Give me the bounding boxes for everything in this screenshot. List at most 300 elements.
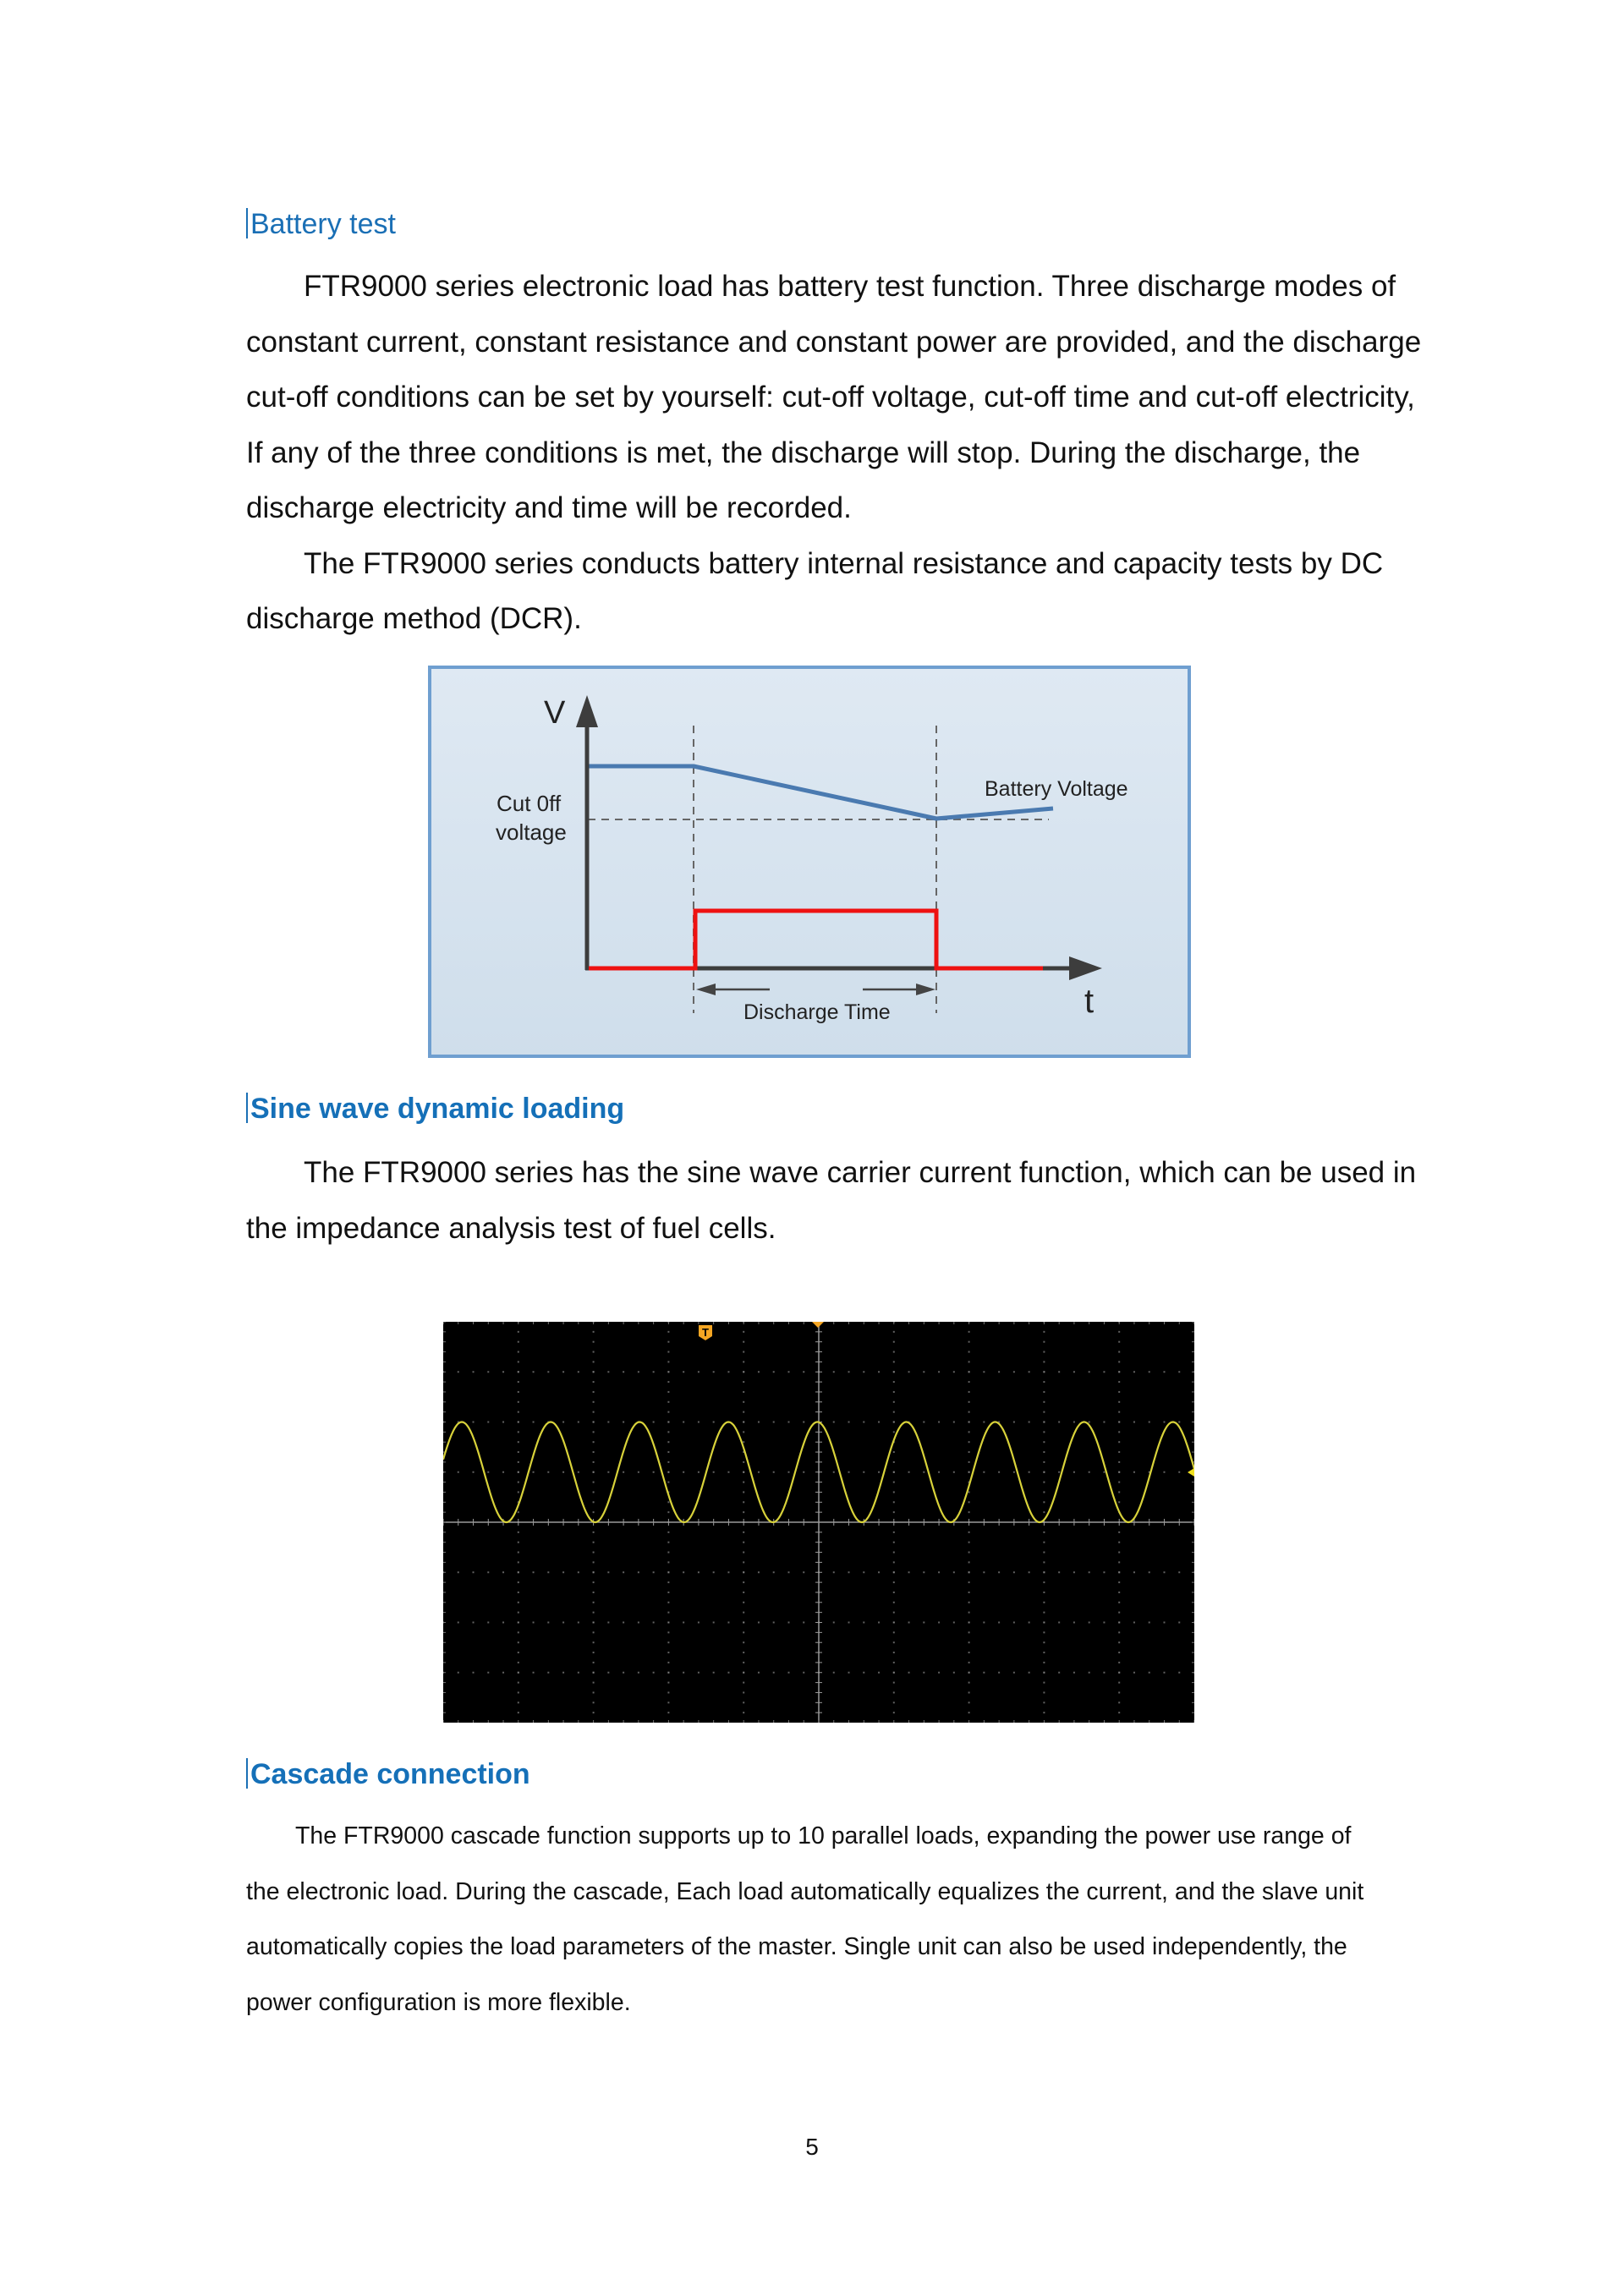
grid-dot <box>473 1622 475 1624</box>
grid-dot <box>1043 1501 1045 1503</box>
grid-dot <box>1043 1532 1045 1533</box>
grid-dot <box>968 1461 970 1463</box>
grid-dot <box>547 1371 549 1373</box>
grid-dot <box>638 1471 639 1473</box>
grid-dot <box>1118 1691 1120 1693</box>
grid-dot <box>487 1672 489 1674</box>
grid-dot <box>667 1691 669 1693</box>
grid-dot <box>667 1561 669 1563</box>
grid-dot <box>1118 1341 1120 1343</box>
text-line: discharge electricity and time will be recorded. <box>246 491 852 524</box>
grid-dot <box>653 1422 655 1423</box>
grid-dot <box>667 1701 669 1703</box>
grid-dot <box>518 1391 519 1393</box>
grid-dot <box>968 1422 970 1423</box>
grid-dot <box>743 1491 744 1493</box>
grid-dot <box>533 1571 535 1573</box>
grid-dot <box>803 1371 804 1373</box>
grid-dot <box>667 1401 669 1403</box>
grid-dot <box>607 1371 609 1373</box>
grid-dot <box>593 1622 595 1624</box>
grid-dot <box>983 1422 985 1423</box>
grid-dot <box>893 1641 895 1643</box>
grid-dot <box>487 1422 489 1423</box>
grid-dot <box>698 1571 700 1573</box>
grid-dot <box>518 1622 519 1624</box>
grid-dot <box>773 1622 775 1624</box>
grid-dot <box>803 1571 804 1573</box>
grid-dot <box>1178 1672 1180 1674</box>
grid-dot <box>1149 1672 1150 1674</box>
grid-dot <box>1043 1471 1045 1473</box>
grid-dot <box>683 1622 684 1624</box>
grid-dot <box>1118 1451 1120 1453</box>
grid-dot <box>593 1431 595 1433</box>
grid-dot <box>833 1371 835 1373</box>
grid-dot <box>1178 1371 1180 1373</box>
grid-dot <box>667 1331 669 1333</box>
grid-dot <box>1118 1391 1120 1393</box>
heading-sine-wave <box>246 1092 624 1126</box>
grid-dot <box>1073 1622 1075 1624</box>
grid-dot <box>518 1652 519 1653</box>
grid-dot <box>1118 1371 1120 1373</box>
grid-dot <box>893 1331 895 1333</box>
grid-dot <box>1118 1631 1120 1633</box>
grid-dot <box>593 1381 595 1383</box>
grid-dot <box>1043 1602 1045 1603</box>
grid-dot <box>1118 1431 1120 1433</box>
grid-dot <box>893 1511 895 1513</box>
grid-dot <box>1163 1622 1165 1624</box>
grid-dot <box>893 1471 895 1473</box>
grid-dot <box>1103 1471 1105 1473</box>
grid-dot <box>1043 1361 1045 1362</box>
grid-dot <box>953 1371 955 1373</box>
grid-dot <box>758 1422 760 1423</box>
grid-dot <box>848 1371 850 1373</box>
grid-dot <box>1163 1672 1165 1674</box>
grid-dot <box>518 1361 519 1362</box>
grid-dot <box>743 1592 744 1593</box>
grid-dot <box>848 1571 850 1573</box>
grid-dot <box>878 1622 880 1624</box>
heading-text: Battery test <box>250 208 396 240</box>
grid-dot <box>743 1712 744 1713</box>
grid-dot <box>502 1622 504 1624</box>
grid-dot <box>487 1371 489 1373</box>
grid-dot <box>1103 1571 1105 1573</box>
grid-dot <box>667 1612 669 1614</box>
grid-dot <box>893 1552 895 1553</box>
grid-dot <box>1089 1571 1090 1573</box>
grid-dot <box>968 1622 970 1624</box>
grid-dot <box>743 1341 744 1343</box>
grid-dot <box>893 1602 895 1603</box>
grid-dot <box>863 1672 864 1674</box>
grid-dot <box>667 1461 669 1463</box>
grid-dot <box>893 1581 895 1583</box>
grid-dot <box>593 1602 595 1603</box>
grid-dot <box>893 1341 895 1343</box>
grid-dot <box>743 1401 744 1403</box>
grid-dot <box>1118 1622 1120 1624</box>
text-line: cut-off conditions can be set by yourself: cut-off voltage, cut-off time and cut-off electricity, <box>246 381 1415 414</box>
grid-dot <box>1043 1371 1045 1373</box>
grid-dot <box>1118 1361 1120 1362</box>
trigger-t-label: T <box>702 1326 709 1339</box>
grid-dot <box>1043 1561 1045 1563</box>
grid-dot <box>473 1422 475 1423</box>
grid-dot <box>787 1471 789 1473</box>
grid-dot <box>593 1571 595 1573</box>
grid-dot <box>1043 1441 1045 1443</box>
text-line: The FTR9000 series has the sine wave carrier current function, which can be used in <box>304 1156 1417 1189</box>
grid-dot <box>953 1672 955 1674</box>
grid-dot <box>863 1422 864 1423</box>
grid-dot <box>1043 1431 1045 1433</box>
grid-dot <box>968 1391 970 1393</box>
grid-dot <box>1163 1571 1165 1573</box>
grid-dot <box>578 1672 579 1674</box>
grid-dot <box>803 1471 804 1473</box>
grid-dot <box>923 1622 924 1624</box>
grid-dot <box>1118 1542 1120 1543</box>
grid-dot <box>968 1662 970 1663</box>
grid-dot <box>773 1471 775 1473</box>
grid-dot <box>593 1341 595 1343</box>
grid-dot <box>667 1542 669 1543</box>
grid-dot <box>908 1622 910 1624</box>
grid-dot <box>863 1371 864 1373</box>
grid-dot <box>518 1381 519 1383</box>
grid-dot <box>968 1431 970 1433</box>
grid-dot <box>743 1571 744 1573</box>
text-line: The FTR9000 cascade function supports up to 10 parallel loads, expanding the power use range of <box>295 1822 1352 1849</box>
grid-dot <box>547 1672 549 1674</box>
grid-dot <box>923 1571 924 1573</box>
grid-dot <box>1118 1532 1120 1533</box>
grid-dot <box>473 1371 475 1373</box>
y-axis-label: V <box>544 695 566 731</box>
grid-dot <box>893 1422 895 1423</box>
grid-dot <box>713 1571 715 1573</box>
grid-dot <box>1073 1672 1075 1674</box>
grid-dot <box>473 1571 475 1573</box>
grid-dot <box>743 1431 744 1433</box>
grid-dot <box>593 1712 595 1713</box>
grid-dot <box>1163 1422 1165 1423</box>
grid-dot <box>593 1331 595 1333</box>
grid-dot <box>593 1511 595 1513</box>
grid-dot <box>743 1351 744 1353</box>
grid-dot <box>878 1371 880 1373</box>
grid-dot <box>968 1441 970 1443</box>
grid-dot <box>968 1501 970 1503</box>
grid-dot <box>593 1351 595 1353</box>
grid-dot <box>593 1682 595 1684</box>
grid-dot <box>968 1511 970 1513</box>
grid-dot <box>593 1641 595 1643</box>
grid-dot <box>787 1371 789 1373</box>
grid-dot <box>1058 1571 1060 1573</box>
grid-dot <box>593 1451 595 1453</box>
x-axis-label: t <box>1084 983 1095 1020</box>
grid-dot <box>518 1461 519 1463</box>
grid-dot <box>758 1371 760 1373</box>
grid-dot <box>518 1341 519 1343</box>
grid-dot <box>908 1471 910 1473</box>
grid-dot <box>968 1612 970 1614</box>
grid-dot <box>667 1511 669 1513</box>
grid-dot <box>743 1411 744 1413</box>
grid-dot <box>1073 1371 1075 1373</box>
grid-dot <box>533 1622 535 1624</box>
grid-dot <box>518 1571 519 1573</box>
grid-dot <box>667 1662 669 1663</box>
grid-dot <box>518 1691 519 1693</box>
grid-dot <box>893 1561 895 1563</box>
grid-dot <box>758 1571 760 1573</box>
grid-dot <box>758 1622 760 1624</box>
grid-dot <box>1029 1422 1030 1423</box>
grid-dot <box>667 1652 669 1653</box>
grid-dot <box>833 1622 835 1624</box>
grid-dot <box>667 1381 669 1383</box>
grid-dot <box>968 1552 970 1553</box>
grid-dot <box>893 1571 895 1573</box>
grid-dot <box>743 1501 744 1503</box>
grid-dot <box>968 1451 970 1453</box>
grid-dot <box>1178 1471 1180 1473</box>
grid-dot <box>848 1422 850 1423</box>
grid-dot <box>1118 1401 1120 1403</box>
grid-dot <box>518 1401 519 1403</box>
grid-dot <box>743 1542 744 1543</box>
grid-dot <box>653 1622 655 1624</box>
grid-dot <box>1118 1482 1120 1483</box>
grid-dot <box>458 1371 459 1373</box>
grid-dot <box>998 1471 1000 1473</box>
grid-dot <box>968 1361 970 1362</box>
grid-dot <box>743 1641 744 1643</box>
grid-dot <box>1163 1371 1165 1373</box>
grid-dot <box>1043 1712 1045 1713</box>
grid-dot <box>547 1471 549 1473</box>
grid-dot <box>562 1672 564 1674</box>
heading-bar <box>246 208 248 238</box>
grid-dot <box>1133 1672 1135 1674</box>
grid-dot <box>893 1622 895 1624</box>
grid-dot <box>878 1422 880 1423</box>
grid-dot <box>938 1422 940 1423</box>
grid-dot <box>667 1482 669 1483</box>
grid-dot <box>667 1641 669 1643</box>
grid-dot <box>653 1371 655 1373</box>
grid-dot <box>458 1672 459 1674</box>
text-line: the electronic load. During the cascade, Each load automatically equalizes the current, and the slave unit <box>246 1877 1364 1905</box>
grid-dot <box>593 1532 595 1533</box>
grid-dot <box>698 1371 700 1373</box>
grid-dot <box>998 1622 1000 1624</box>
grid-dot <box>623 1471 624 1473</box>
grid-dot <box>803 1422 804 1423</box>
grid-dot <box>533 1371 535 1373</box>
grid-dot <box>502 1471 504 1473</box>
grid-dot <box>893 1461 895 1463</box>
grid-dot <box>1118 1351 1120 1353</box>
grid-dot <box>833 1471 835 1473</box>
grid-dot <box>743 1381 744 1383</box>
grid-dot <box>1103 1371 1105 1373</box>
grid-dot <box>502 1571 504 1573</box>
grid-dot <box>1118 1561 1120 1563</box>
grid-dot <box>983 1371 985 1373</box>
grid-dot <box>667 1431 669 1433</box>
grid-dot <box>518 1431 519 1433</box>
grid-dot <box>1043 1422 1045 1423</box>
grid-dot <box>968 1341 970 1343</box>
grid-dot <box>518 1371 519 1373</box>
grid-dot <box>1089 1371 1090 1373</box>
grid-dot <box>713 1422 715 1423</box>
grid-dot <box>743 1691 744 1693</box>
grid-dot <box>607 1672 609 1674</box>
grid-dot <box>893 1361 895 1362</box>
grid-dot <box>1118 1701 1120 1703</box>
grid-dot <box>743 1471 744 1473</box>
grid-dot <box>893 1391 895 1393</box>
grid-dot <box>667 1532 669 1533</box>
grid-dot <box>593 1672 595 1674</box>
grid-dot <box>593 1501 595 1503</box>
grid-dot <box>953 1571 955 1573</box>
grid-dot <box>893 1672 895 1674</box>
grid-dot <box>743 1561 744 1563</box>
text-line: FTR9000 series electronic load has battery test function. Three discharge modes of <box>304 270 1396 303</box>
grid-dot <box>1043 1631 1045 1633</box>
grid-dot <box>1118 1602 1120 1603</box>
grid-dot <box>1043 1552 1045 1553</box>
cutoff-label-line2: voltage <box>496 819 567 845</box>
grid-dot <box>727 1571 729 1573</box>
grid-dot <box>458 1571 459 1573</box>
grid-dot <box>1058 1672 1060 1674</box>
grid-dot <box>487 1471 489 1473</box>
grid-dot <box>1073 1471 1075 1473</box>
grid-dot <box>607 1622 609 1624</box>
grid-dot <box>578 1571 579 1573</box>
grid-dot <box>562 1371 564 1373</box>
grid-dot <box>1149 1371 1150 1373</box>
grid-dot <box>923 1371 924 1373</box>
grid-dot <box>1029 1571 1030 1573</box>
grid-dot <box>1118 1612 1120 1614</box>
grid-dot <box>518 1712 519 1713</box>
grid-dot <box>518 1451 519 1453</box>
text-line: the impedance analysis test of fuel cells. <box>246 1211 776 1245</box>
grid-dot <box>667 1592 669 1593</box>
grid-dot <box>1103 1622 1105 1624</box>
grid-dot <box>743 1552 744 1553</box>
grid-dot <box>923 1672 924 1674</box>
grid-dot <box>487 1571 489 1573</box>
grid-dot <box>683 1422 684 1423</box>
grid-dot <box>683 1571 684 1573</box>
grid-dot <box>593 1461 595 1463</box>
grid-dot <box>863 1471 864 1473</box>
grid-dot <box>893 1491 895 1493</box>
grid-dot <box>638 1571 639 1573</box>
grid-dot <box>667 1571 669 1573</box>
grid-dot <box>578 1471 579 1473</box>
grid-dot <box>998 1371 1000 1373</box>
grid-dot <box>593 1441 595 1443</box>
grid-dot <box>518 1471 519 1473</box>
grid-dot <box>518 1672 519 1674</box>
grid-dot <box>878 1672 880 1674</box>
grid-dot <box>983 1622 985 1624</box>
grid-dot <box>1043 1612 1045 1614</box>
grid-dot <box>518 1331 519 1333</box>
grid-dot <box>833 1672 835 1674</box>
grid-dot <box>593 1361 595 1362</box>
grid-dot <box>1118 1331 1120 1333</box>
battery-discharge-diagram <box>427 665 1192 1059</box>
grid-dot <box>743 1672 744 1674</box>
grid-dot <box>667 1712 669 1713</box>
grid-dot <box>518 1682 519 1684</box>
grid-dot <box>518 1581 519 1583</box>
grid-dot <box>713 1622 715 1624</box>
text-line: constant current, constant resistance and constant power are provided, and the discharge <box>246 325 1422 359</box>
grid-dot <box>908 1571 910 1573</box>
grid-dot <box>743 1701 744 1703</box>
grid-dot <box>1043 1381 1045 1383</box>
cutoff-label-line1: Cut 0ff <box>497 791 562 816</box>
grid-dot <box>1118 1682 1120 1684</box>
grid-dot <box>743 1361 744 1362</box>
grid-dot <box>968 1532 970 1533</box>
grid-dot <box>743 1612 744 1614</box>
grid-dot <box>547 1571 549 1573</box>
grid-dot <box>878 1471 880 1473</box>
grid-dot <box>518 1592 519 1593</box>
grid-dot <box>667 1501 669 1503</box>
grid-dot <box>1043 1451 1045 1453</box>
heading-battery-test <box>246 207 396 241</box>
grid-dot <box>1058 1422 1060 1423</box>
grid-dot <box>623 1571 624 1573</box>
grid-dot <box>607 1471 609 1473</box>
grid-dot <box>1013 1422 1015 1423</box>
grid-dot <box>968 1371 970 1373</box>
grid-dot <box>968 1561 970 1563</box>
grid-dot <box>653 1471 655 1473</box>
grid-dot <box>518 1482 519 1483</box>
grid-dot <box>1043 1691 1045 1693</box>
grid-dot <box>727 1672 729 1674</box>
sine-paragraph <box>246 1145 1417 1256</box>
grid-dot <box>1149 1422 1150 1423</box>
grid-dot <box>593 1542 595 1543</box>
heading-text: Cascade connection <box>250 1758 530 1790</box>
grid-dot <box>1133 1371 1135 1373</box>
grid-dot <box>518 1662 519 1663</box>
grid-dot <box>593 1391 595 1393</box>
grid-dot <box>518 1411 519 1413</box>
grid-dot <box>1118 1672 1120 1674</box>
